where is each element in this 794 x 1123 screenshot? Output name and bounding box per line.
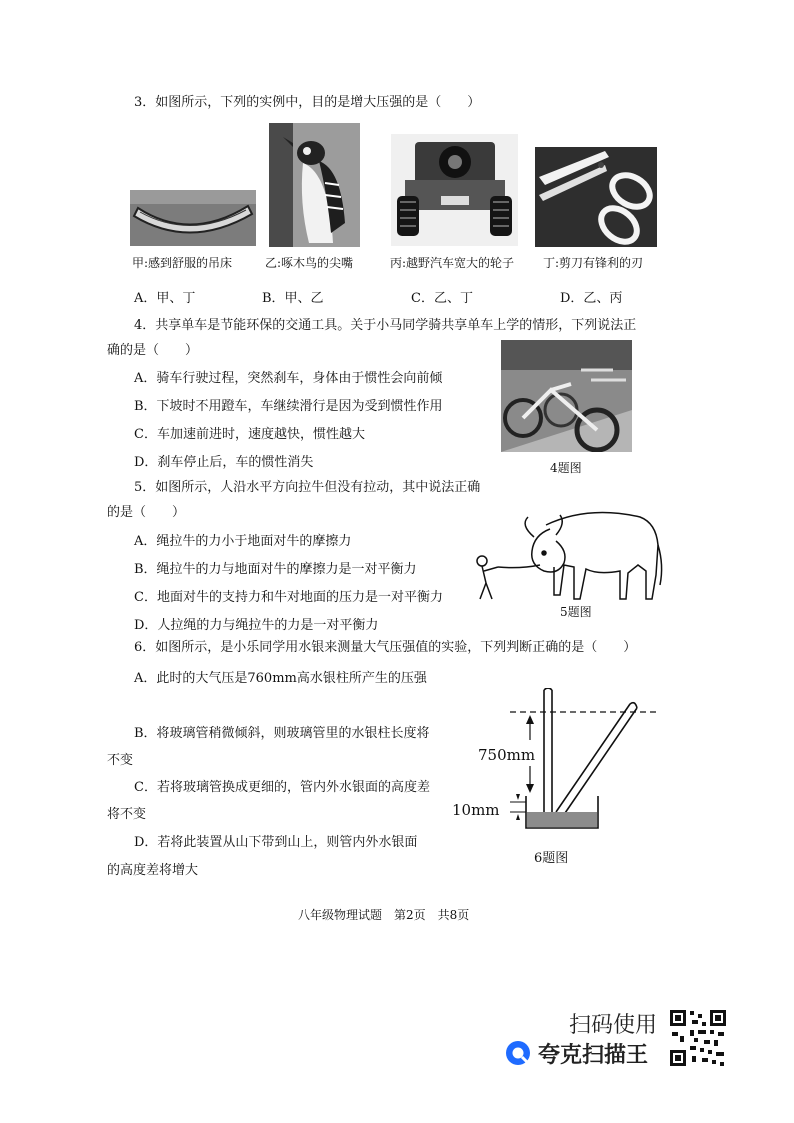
label-10mm: 10mm [452,801,500,819]
q4-option-b[interactable]: B．下坡时不用蹬车，车继续滑行是因为受到惯性作用 [134,399,443,414]
qr-code-icon[interactable] [668,1008,728,1068]
q5-option-d[interactable]: D．人拉绳的力与绳拉牛的力是一对平衡力 [134,618,379,633]
q5-option-c[interactable]: C．地面对牛的支持力和牛对地面的压力是一对平衡力 [134,590,443,605]
suv-photo [391,134,518,246]
q6-stem: 6．如图所示，是小乐同学用水银来测量大气压强值的实验，下列判断正确的是（ ） [134,640,637,655]
q3-option-d[interactable]: D．乙、丙 [560,291,623,306]
quark-logo-icon [505,1040,531,1066]
q5-stem-line1: 5．如图所示，人沿水平方向拉牛但没有拉动，其中说法正确 [134,480,481,495]
q3-stem: 3．如图所示，下列的实例中，目的是增大压强的是（ ） [134,95,481,110]
q4-stem-line2: 确的是（ ） [107,343,199,358]
q3-option-b[interactable]: B．甲、乙 [262,291,324,306]
scan-use-label: 扫码使用 [569,1013,658,1038]
q6-option-c-line2: 将不变 [107,807,147,822]
q3-caption-jia: 甲:感到舒服的吊床 [132,256,233,270]
q3-caption-yi: 乙:啄木鸟的尖嘴 [265,256,354,270]
q6-option-b-line1[interactable]: B．将玻璃管稍微倾斜，则玻璃管里的水银柱长度将 [134,726,430,741]
mercury-dish [527,812,597,827]
q4-option-a[interactable]: A．骑车行驶过程，突然刹车，身体由于惯性会向前倾 [134,371,443,386]
q5-option-b[interactable]: B．绳拉牛的力与地面对牛的摩擦力是一对平衡力 [134,562,417,577]
q5-stem-line2: 的是（ ） [107,505,186,520]
hammock-photo [130,190,256,246]
q3-caption-ding: 丁:剪刀有锋利的刃 [543,256,644,270]
q5-figure-caption: 5题图 [560,605,592,619]
scissors-photo [535,147,657,247]
woodpecker-photo [269,123,360,247]
q6-option-c-line1[interactable]: C．若将玻璃管换成更细的，管内外水银面的高度差 [134,780,430,795]
q4-option-d[interactable]: D．刹车停止后，车的惯性消失 [134,455,314,470]
q6-option-a[interactable]: A．此时的大气压是760mm高水银柱所产生的压强 [134,671,427,686]
q3-caption-bing: 丙:越野汽车宽大的轮子 [390,256,515,270]
q4-figure-caption: 4题图 [550,461,582,475]
q3-option-a[interactable]: A．甲、丁 [134,291,196,306]
q6-option-b-line2: 不变 [107,753,134,768]
q6-option-d-line2: 的高度差将增大 [107,863,199,878]
q4-option-c[interactable]: C．车加速前进时，速度越快，惯性越大 [134,427,365,442]
brand-name: 夸克扫描王 [538,1043,649,1068]
q4-stem-line1: 4．共享单车是节能环保的交通工具。关于小马同学骑共享单车上学的情形，下列说法正 [134,318,637,333]
q6-figure-caption: 6题图 [534,851,569,866]
label-750mm: 750mm [478,746,536,764]
q5-option-a[interactable]: A．绳拉牛的力小于地面对牛的摩擦力 [134,534,352,549]
q6-option-d-line1[interactable]: D．若将此装置从山下带到山上，则管内外水银面 [134,835,418,850]
q3-option-c[interactable]: C．乙、丁 [411,291,473,306]
shared-bike-photo [501,340,632,452]
page-info: 八年级物理试题 第2页 共8页 [298,908,470,922]
man-pulling-cow-figure [468,495,668,615]
